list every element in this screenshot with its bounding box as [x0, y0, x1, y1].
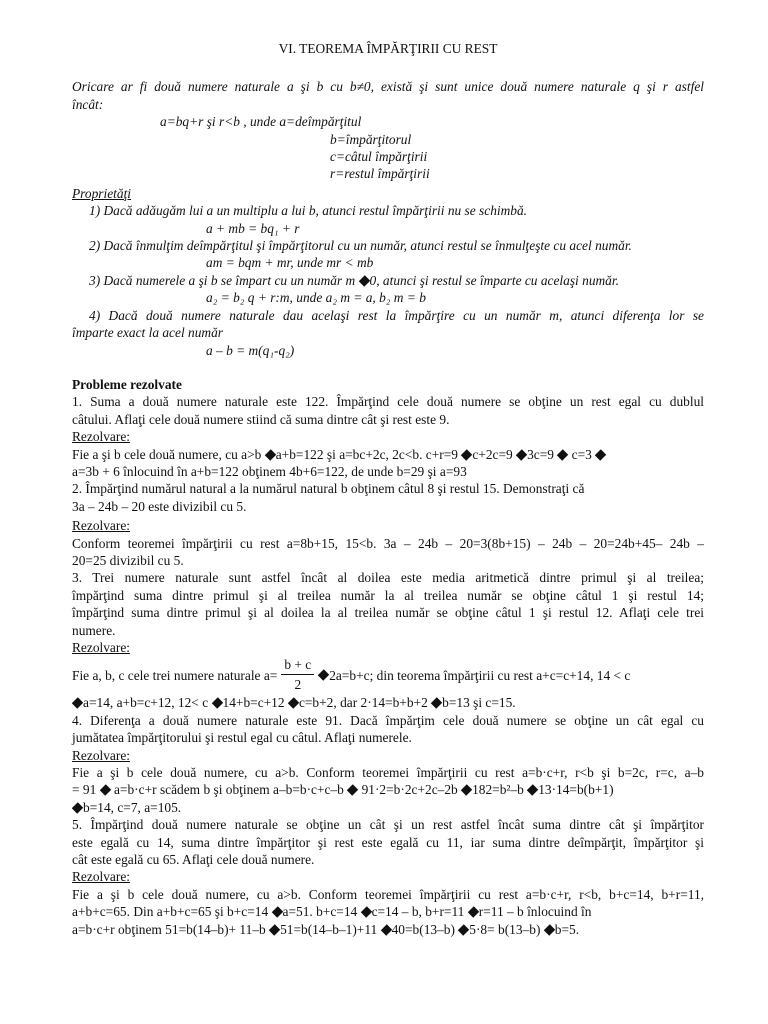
problem-3-solution: Fie a, b, c cele trei numere naturale a= $\frac{b + c}{2}$ 2a=b+c; din teorema împărţirii cu rest a+c=c+14, 14 < c [72, 657, 631, 693]
problem-1-solution-end: a=3b + 6 înlocuind în a+b=122 obţinem 4b+6=122, de unde b=29 şi a=93 [72, 463, 467, 479]
property-1: 1) Dacă adăugăm lui a un multiplu a lui b, atunci restul împărţirii nu se schimbă. [89, 203, 528, 219]
unknown-glyph-icon [72, 698, 83, 709]
document-page [72, 40, 704, 938]
unknown-glyph-icon [461, 785, 472, 796]
problem-4-solution-mid: = 91 a=b·c+r scădem b şi obţinem a–b=b·c+c–b 91·2=b·2c+2c–2b 182=b²–b 13·14=b(b+1) [72, 782, 614, 798]
unknown-glyph-icon [516, 449, 527, 460]
theorem-statement-end: încât: [72, 96, 104, 112]
property-4-end: împarte exact la acel număr [72, 325, 223, 341]
unknown-glyph-icon [271, 907, 282, 918]
definition-divisor: b=împărţitorul [330, 131, 412, 147]
properties-heading: Proprietăţi [72, 185, 132, 201]
problem-3-text-end: numere. [72, 622, 116, 638]
unknown-glyph-icon [431, 698, 442, 709]
resolution-label: Rezolvare: [72, 747, 130, 763]
problem-2-text-end: 3a – 24b – 20 este divizibil cu 5. [72, 498, 247, 514]
unknown-glyph-icon [347, 785, 358, 796]
problem-1-text-end: câtului. Aflaţi cele două numere stiind că suma dintre cât şi rest este 9. [72, 411, 450, 427]
unknown-glyph-icon [211, 698, 222, 709]
resolution-label: Rezolvare: [72, 869, 130, 885]
unknown-glyph-icon [318, 670, 329, 681]
unknown-glyph-icon [557, 449, 568, 460]
problem-2-solution-end: 20=25 divizibil cu 5. [72, 552, 184, 568]
problem-2-text: 2. Împărţind numărul natural a la numărul natural b obţinem câtul 8 şi restul 15. Demonstraţi că [72, 481, 585, 497]
unknown-glyph-icon [358, 275, 369, 286]
resolution-label: Rezolvare: [72, 429, 130, 445]
problem-3-solution-end: a=14, a+b=c+12, 12< c 14+b=c+12 c=b+2, dar 2·14=b+b+2 b=13 şi c=15. [72, 694, 704, 711]
unknown-glyph-icon [265, 449, 276, 460]
unknown-glyph-icon [461, 449, 472, 460]
problem-3-text: împărţind suma dintre primul şi al doilea la al treilea număr se obţine câtul 1 şi restul 12. Aflaţi cele trei [72, 605, 704, 621]
problem-4-solution: Fie a şi b cele două numere, cu a>b. Conform teoremei împărţirii cu rest a=b·c+r, r<b şi b=2c, r=c, a–b [72, 765, 704, 781]
theorem-formula: a=bq+r şi r<b , unde a=deîmpărţitul [160, 114, 362, 130]
theorem-statement: Oricare ar fi două numere naturale a şi b cu b≠0, există şi sunt unice două numere naturale q şi r astfel [72, 79, 704, 95]
fraction-numerator: b + c [281, 657, 314, 675]
problem-4-text: 4. Diferenţa a două numere naturale este 91. Dacă împărţim cele două numere se obţine un cât egal cu [72, 712, 704, 728]
problem-5-solution-end: a=b·c+r obţinem 51=b(14–b)+ 11–b 51=b(14–b–1)+11 40=b(13–b) 5·8= b(13–b) b=5. [72, 921, 580, 937]
definition-remainder: r=restul împărţirii [330, 166, 430, 182]
resolution-label: Rezolvare: [72, 518, 130, 534]
problem-2-solution: Conform teoremei împărţirii cu rest a=8b+15, 15<b. 3a – 24b – 20=3(8b+15) – 24b – 20=24b+45– 24b – [72, 535, 704, 551]
unknown-glyph-icon [360, 907, 371, 918]
problem-4-solution-end: b=14, c=7, a=105. [72, 799, 704, 816]
property-3: 3) Dacă numerele a şi b se împart cu un număr m 0, atunci şi restul se împarte cu acelaşi număr. [89, 272, 619, 288]
unknown-glyph-icon [380, 924, 391, 935]
problem-5-solution: Fie a şi b cele două numere, cu a>b. Conform teoremei împărţirii cu rest a=b·c+r, r<b, b+c=14, b+r=11, [72, 886, 704, 902]
property-3-formula: a₂ = b₂ q + r:m, unde a₂ m = a, b₂ m = b [206, 290, 426, 306]
unknown-glyph-icon [72, 802, 83, 813]
problem-1-solution: Fie a şi b cele două numere, cu a>b a+b=122 şi a=bc+2c, 2c<b. c+r=9 c+2c=9 3c=9 c=3 [72, 446, 704, 463]
problem-3-text: împărţind suma dintre primul şi al treilea număr la al treilea număr se obţine câtul 1 şi restul 14; [72, 587, 704, 603]
unknown-glyph-icon [288, 698, 299, 709]
unknown-glyph-icon [527, 785, 538, 796]
problem-5-text: 5. Împărţind două numere naturale se obţine un cât şi un rest astfel încât suma dintre cât şi împărţitor [72, 817, 704, 833]
solved-problems-heading: Probleme rezolvate [72, 376, 182, 392]
unknown-glyph-icon [458, 924, 469, 935]
property-4: 4) Dacă două numere naturale dau acelaşi rest la împărţire cu un număr m, atunci diferenţa lor se [89, 307, 704, 323]
problem-5-text-end: cât este egală cu 65. Aflaţi cele două numere. [72, 852, 315, 868]
property-2-formula: am = bqm + mr, unde mr < mb [206, 255, 374, 271]
unknown-glyph-icon [468, 907, 479, 918]
problem-5-text: este egală cu 14, suma dintre împărţitor şi rest este egală cu 11, iar suma dintre deîmpărţit, împărţitor şi [72, 834, 704, 850]
property-1-formula: a + mb = bq₁ + r [206, 220, 300, 236]
fraction [281, 657, 314, 693]
property-2: 2) Dacă înmulţim deîmpărţitul şi împărţitorul cu un număr, atunci restul se înmulţeşte cu acel număr. [89, 238, 632, 254]
resolution-label: Rezolvare: [72, 640, 130, 655]
problem-4-text-end: jumătatea împărţitorului şi restul egal cu câtul. Aflaţi numerele. [72, 730, 412, 746]
definition-quotient: c=câtul împărţirii [330, 149, 428, 165]
problem-5-solution-mid: a+b+c=65. Din a+b+c=65 şi b+c=14 a=51. b+c=14 c=14 – b, b+r=11 r=11 – b înlocuind în [72, 904, 592, 920]
property-4-formula: a – b = m(q₁-q₂) [206, 342, 295, 358]
unknown-glyph-icon [99, 785, 110, 796]
unknown-glyph-icon [595, 449, 606, 460]
unknown-glyph-icon [269, 924, 280, 935]
problem-3-text: 3. Trei numere naturale sunt astfel încât al doilea este media aritmetică dintre primul şi al treilea; [72, 570, 704, 586]
fraction-denominator: 2 [294, 677, 302, 693]
problem-1-text: 1. Suma a două numere naturale este 122. Împărţind cele două numere se obţine un rest egal cu dublul [72, 394, 704, 410]
page-title: VI. TEOREMA ÎMPĂRŢIRII CU REST [278, 41, 498, 56]
unknown-glyph-icon [544, 924, 555, 935]
